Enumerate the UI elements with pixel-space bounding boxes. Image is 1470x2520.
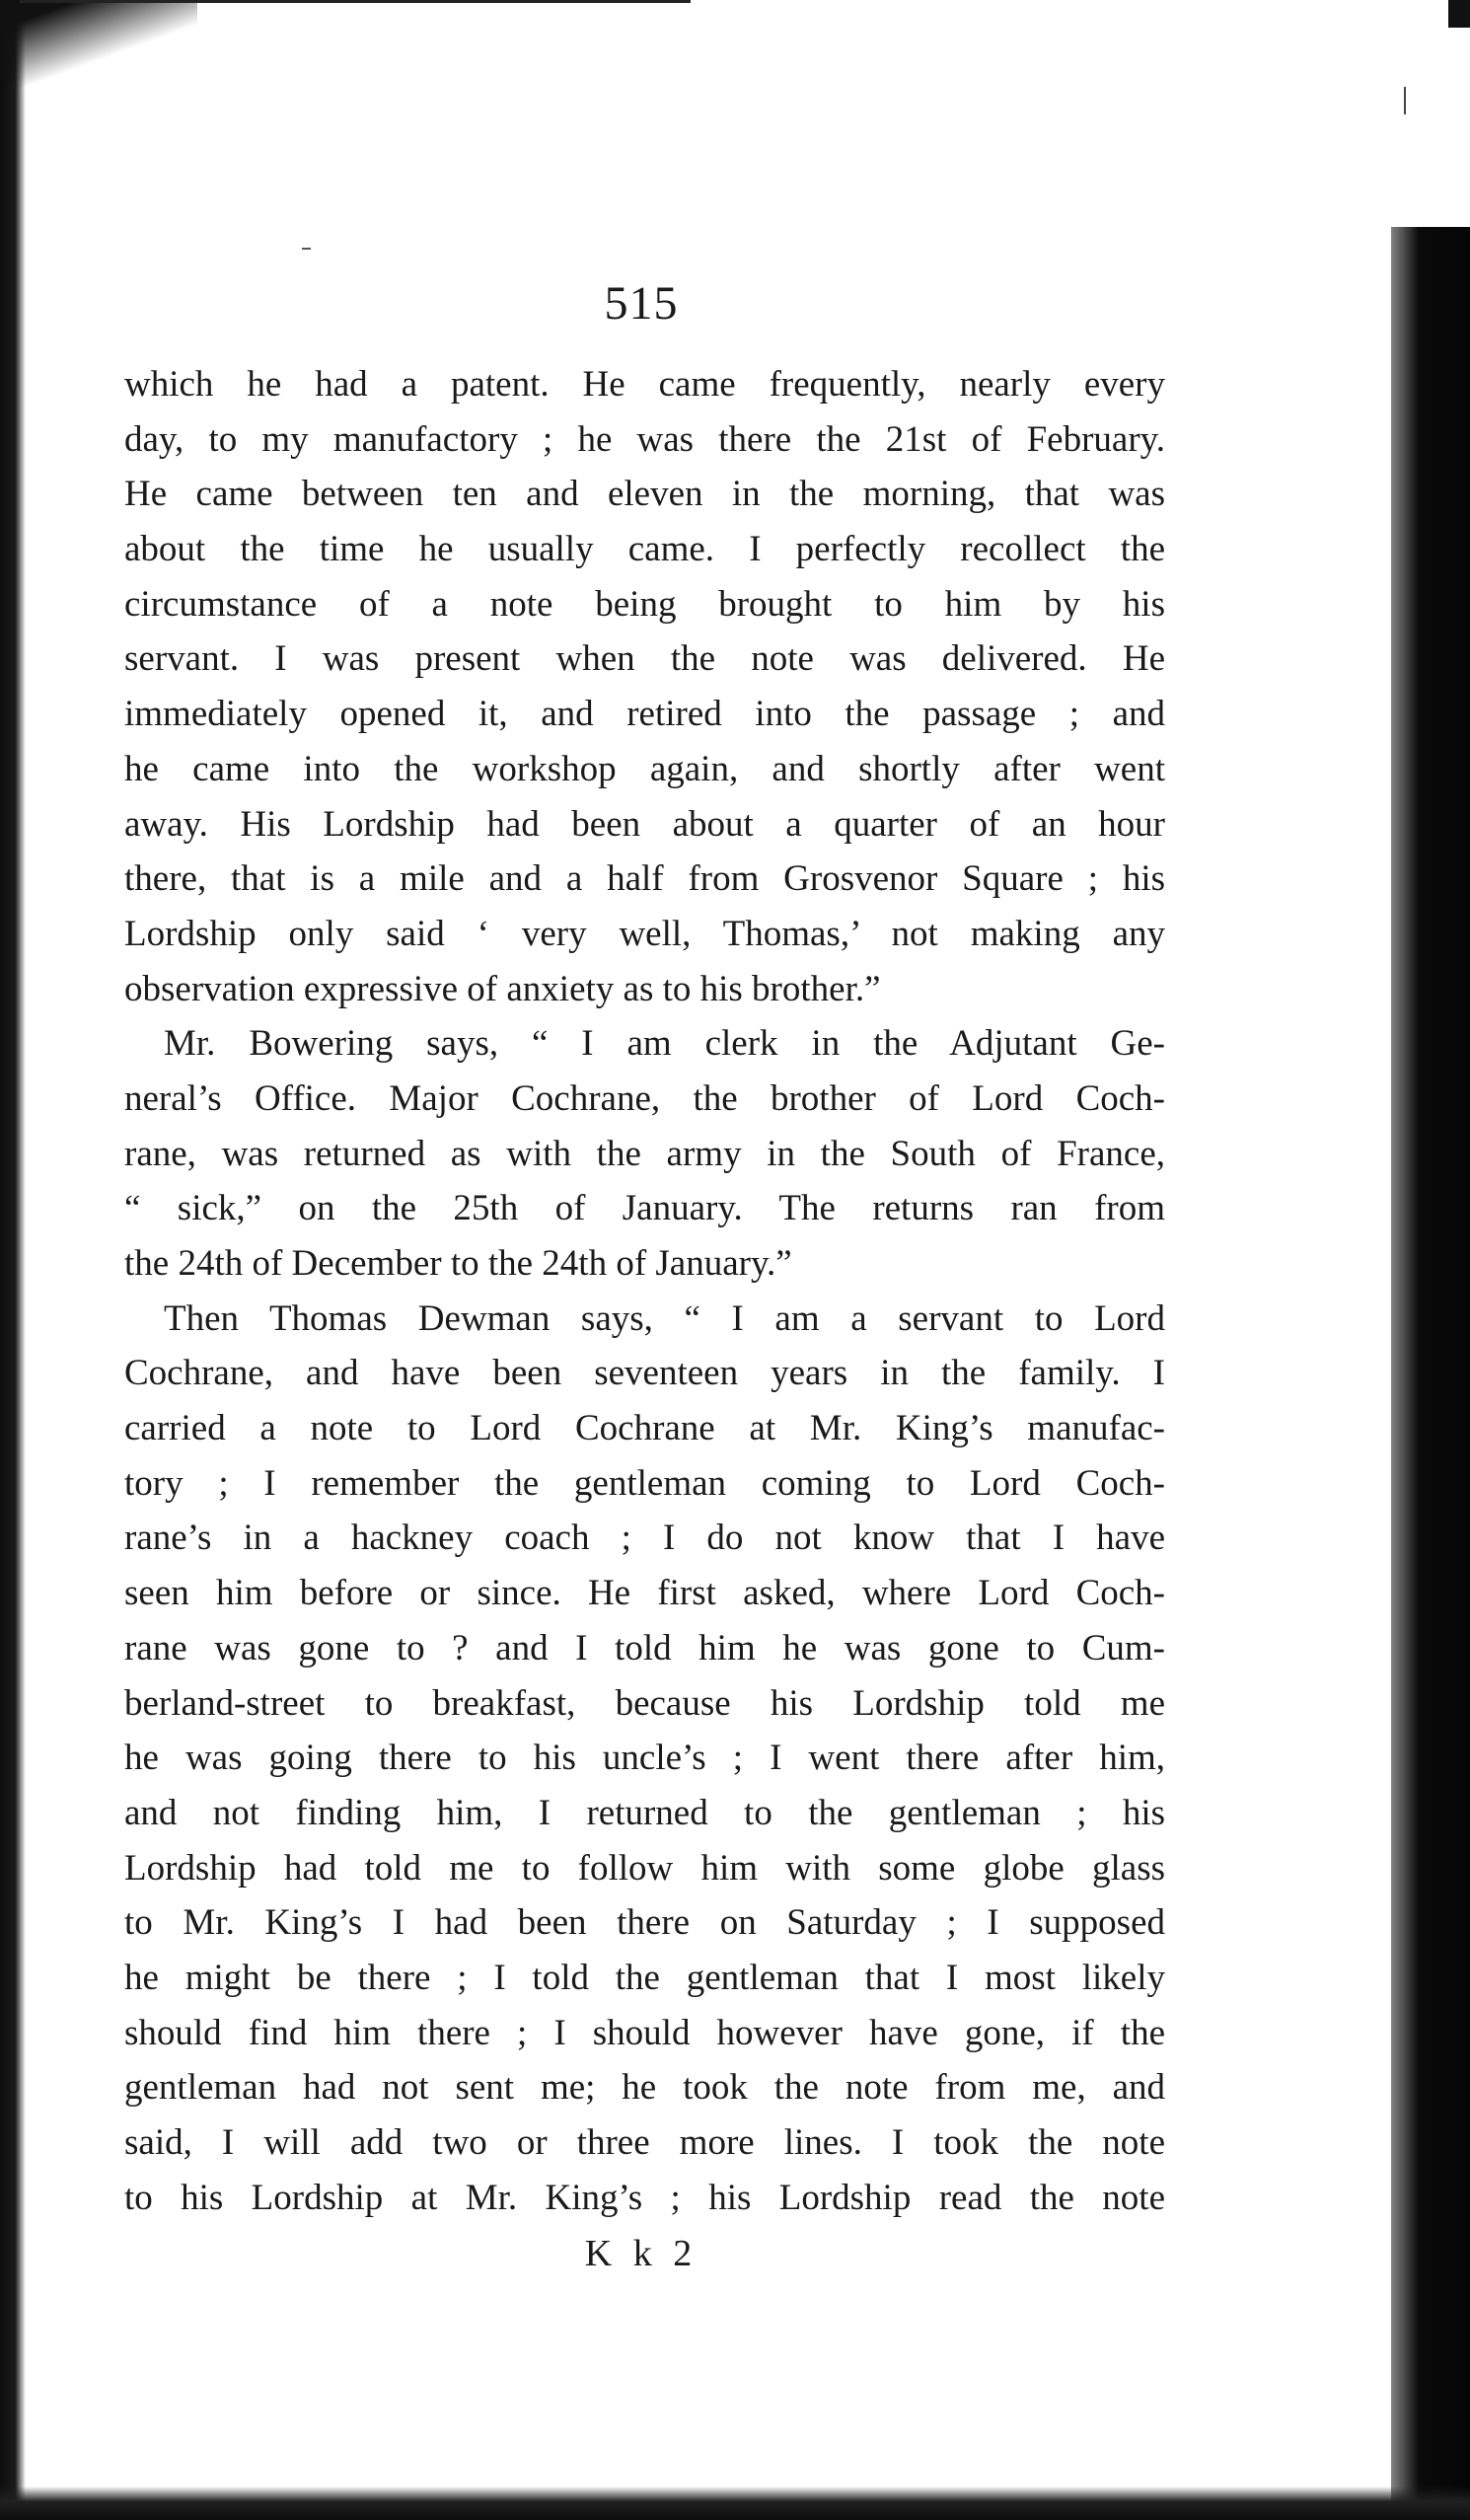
text-line: observation expressive of anxiety as to his brother.”: [124, 968, 881, 1009]
text-line: which he had a patent. He came frequently, nearly every: [124, 364, 1165, 405]
text-line: Lordship only said ‘ very well, Thomas,’ not making any: [124, 913, 1165, 954]
text-line: the 24th of December to the 24th of January.”: [124, 1243, 792, 1284]
text-line: rane’s in a hackney coach ; I do not know that I have: [124, 1518, 1165, 1559]
text-line: there, that is a mile and a half from Grosvenor Square ; his: [124, 858, 1165, 900]
text-line: to Mr. King’s I had been there on Saturday ; I supposed: [124, 1902, 1165, 1944]
scan-stray-dash: [302, 248, 311, 250]
text-line: rane, was returned as with the army in the South of France,: [124, 1133, 1165, 1174]
text-line: rane was gone to ? and I told him he was gone to Cum-: [124, 1627, 1165, 1668]
text-line: seen him before or since. He first asked, where Lord Coch-: [124, 1573, 1165, 1614]
text-line: neral’s Office. Major Cochrane, the brother of Lord Coch-: [124, 1077, 1165, 1119]
text-line: Mr. Bowering says, “ I am clerk in the Adjutant Ge-: [164, 1023, 1165, 1065]
text-line: “ sick,” on the 25th of January. The returns ran from: [124, 1188, 1165, 1229]
text-line: and not finding him, I returned to the gentleman ; his: [124, 1792, 1165, 1833]
text-line: day, to my manufactory ; he was there the 21st of February.: [124, 418, 1165, 460]
text-line: about the time he usually came. I perfectly recollect the: [124, 529, 1165, 570]
scan-top-edge: [20, 0, 691, 3]
text-line: He came between ten and eleven in the morning, that was: [124, 474, 1165, 515]
body-text: [124, 357, 1165, 2225]
text-line: Lordship had told me to follow him with some globe glass: [124, 1847, 1165, 1889]
text-line: gentleman had not sent me; he took the note from me, and: [124, 2067, 1165, 2109]
text-line: immediately opened it, and retired into the passage ; and: [124, 694, 1165, 735]
text-line: tory ; I remember the gentleman coming to Lord Coch-: [124, 1462, 1165, 1504]
text-line: servant. I was present when the note was delivered. He: [124, 638, 1165, 680]
text-line: circumstance of a note being brought to him by his: [124, 583, 1165, 625]
text-line: he came into the workshop again, and shortly after went: [124, 748, 1165, 789]
text-line: should find him there ; I should however have gone, if the: [124, 2012, 1165, 2053]
page-number: 515: [604, 277, 679, 330]
text-line: to his Lordship at Mr. King’s ; his Lordship read the note: [124, 2177, 1165, 2218]
text-line: said, I will add two or three more lines. I took the note: [124, 2122, 1165, 2163]
scan-left-edge: [0, 0, 26, 2520]
scan-bottom-edge: [0, 2486, 1470, 2520]
text-line: berland-street to breakfast, because his Lordship told me: [124, 1682, 1165, 1724]
text-line: Then Thomas Dewman says, “ I am a servant to Lord: [164, 1297, 1165, 1339]
signature-mark: K k 2: [584, 2233, 698, 2274]
scan-right-edge: [1391, 227, 1470, 2520]
text-line: he was going there to his uncle’s ; I went there after him,: [124, 1738, 1165, 1779]
text-line: carried a note to Lord Cochrane at Mr. King’s manufac-: [124, 1408, 1165, 1449]
scan-stray-mark: [1404, 87, 1406, 114]
text-line: away. His Lordship had been about a quarter of an hour: [124, 803, 1165, 845]
text-line: Cochrane, and have been seventeen years in the family. I: [124, 1353, 1165, 1394]
scan-top-left-shadow: [0, 0, 197, 89]
text-line: he might be there ; I told the gentleman that I most likely: [124, 1957, 1165, 1998]
scan-top-right-mark: [1448, 0, 1470, 28]
